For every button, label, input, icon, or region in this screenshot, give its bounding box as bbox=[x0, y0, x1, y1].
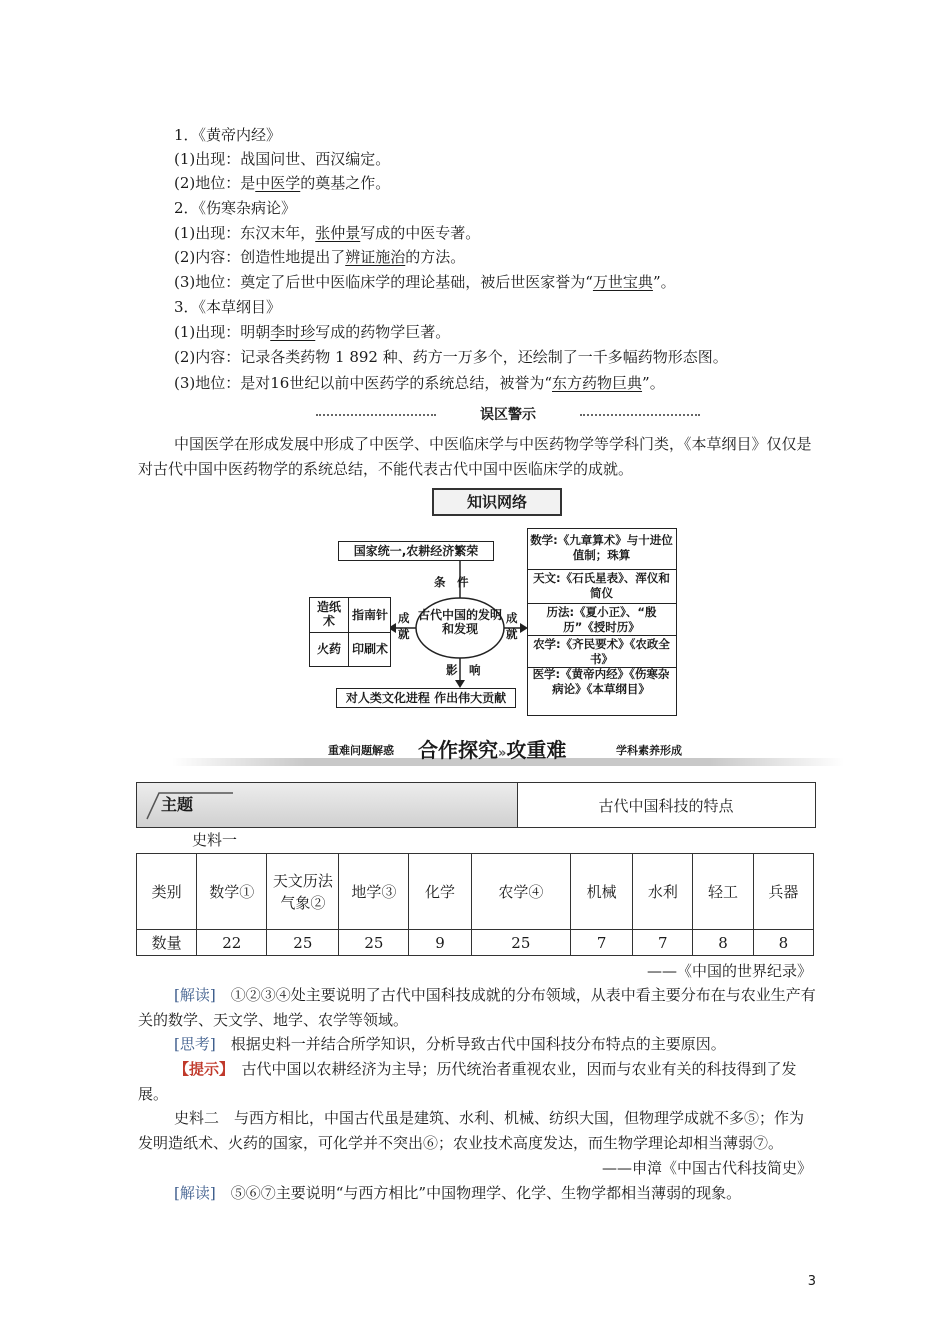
achievement-medicine: 医学:《黄帝内经》《伤寒杂病论》《本草纲目》 bbox=[532, 667, 670, 696]
invention-papermaking: 造纸术 bbox=[316, 600, 341, 628]
table-cell: 25 bbox=[267, 930, 339, 956]
text-line: (2)内容：记录各类药物 1 892 种、药方一万多个，还绘制了一千多幅药物形态图。 bbox=[174, 348, 728, 366]
text-line: (3)地位：奠定了后世中医临床学的理论基础，被后世医家誉为“万世宝典”。 bbox=[174, 273, 676, 291]
table-header-cell: 化学 bbox=[409, 854, 471, 930]
source1-table bbox=[136, 853, 814, 956]
page-number: 3 bbox=[807, 1274, 816, 1289]
table-header-cell: 类别 bbox=[137, 854, 197, 930]
achievement-calendar: 历法:《夏小正》、“殷历”《授时历》 bbox=[527, 603, 677, 636]
source2-interpret: [解读] ⑤⑥⑦主要说明“与西方相比”中国物理学、化学、生物学都相当薄弱的现象。 bbox=[174, 1184, 742, 1202]
table-header-cell: 地学③ bbox=[339, 854, 409, 930]
warning-text: 中国医学在形成发展中形成了中医学、中医临床学与中医药物学等学科门类，《本草纲目》仅仅是对古代中国中医药物学的系统总结，不能代表古代中国中医临床学的成就。 bbox=[138, 435, 812, 478]
table-cell: 7 bbox=[633, 930, 693, 956]
table-cell: 8 bbox=[753, 930, 813, 956]
influence-label: 影 响 bbox=[446, 663, 481, 677]
section-right-label: 学科素养形成 bbox=[616, 744, 682, 757]
table-header-cell: 农学④ bbox=[471, 854, 571, 930]
section-banner bbox=[172, 734, 844, 768]
table-cell: 9 bbox=[409, 930, 471, 956]
invention-printing: 印刷术 bbox=[351, 642, 388, 656]
section-title-huangdi: 1．《黄帝内经》 bbox=[174, 126, 282, 144]
section-title-shanghan: 2．《伤寒杂病论》 bbox=[174, 199, 297, 217]
condition-label: 条 件 bbox=[434, 575, 469, 589]
section-title-a: 合作探究 bbox=[418, 738, 498, 762]
text-line: (2)内容：创造性地提出了辨证施治的方法。 bbox=[174, 248, 466, 266]
table-header-cell: 机械 bbox=[571, 854, 633, 930]
table-cell: 25 bbox=[339, 930, 409, 956]
influence-box: 对人类文化进程 作出伟大贡献 bbox=[336, 688, 516, 708]
right-achievement-label: 成就 bbox=[506, 611, 518, 641]
section-title-b: 攻重难 bbox=[506, 738, 567, 762]
condition-box: 国家统一,农耕经济繁荣 bbox=[338, 541, 494, 561]
source2-paragraph: 史料二 与西方相比，中国古代虽是建筑、水利、机械、纺织大国，但物理学成就不多⑤；作为发明造纸术、火药的国家，可化学并不突出⑥；农业技术高度发达，而生物学理论却相当薄弱⑦。 bbox=[138, 1109, 805, 1152]
section-left-label: 重难问题解惑 bbox=[328, 744, 394, 757]
text-line: (2)地位：是中医学的奠基之作。 bbox=[174, 174, 391, 192]
text-line: (1)出现：战国问世、西汉编定。 bbox=[174, 150, 391, 168]
table-cell: 22 bbox=[197, 930, 267, 956]
warning-banner bbox=[312, 404, 704, 426]
table-header-cell: 兵器 bbox=[753, 854, 813, 930]
center-node: 古代中国的发明和发现 bbox=[418, 608, 503, 636]
table-header-cell: 轻工 bbox=[693, 854, 753, 930]
text-line: (1)出现：明朝李时珍写成的药物学巨著。 bbox=[174, 323, 451, 341]
invention-compass: 指南针 bbox=[351, 608, 388, 622]
topic-box bbox=[136, 782, 816, 828]
hint-paragraph: 【提示】 古代中国以农耕经济为主导；历代统治者重视农业，因而与农业有关的科技得到了发展。 bbox=[138, 1060, 797, 1103]
knowledge-network-banner: 知识网络 bbox=[432, 488, 562, 516]
table-cell: 数量 bbox=[137, 930, 197, 956]
left-achievement-label: 成就 bbox=[398, 611, 410, 641]
achievement-agriculture: 农学:《齐民要术》《农政全书》 bbox=[527, 635, 677, 668]
topic-title: 古代中国科技的特点 bbox=[598, 797, 734, 815]
table-header-cell: 水利 bbox=[633, 854, 693, 930]
table-cell: 25 bbox=[471, 930, 571, 956]
source1-citation: ——《中国的世界纪录》 bbox=[646, 962, 812, 980]
text-line: (3)地位：是对16世纪以前中医药学的系统总结，被誉为“东方药物巨典”。 bbox=[174, 374, 665, 392]
chevron-icon: » bbox=[498, 746, 507, 761]
source1-label: 史料一 bbox=[192, 831, 238, 849]
section-title-bencao: 3．《本草纲目》 bbox=[174, 298, 282, 316]
think-paragraph: [思考] 根据史料一并结合所学知识，分析导致古代中国科技分布特点的主要原因。 bbox=[174, 1035, 726, 1053]
achievement-astronomy: 天文:《石氏星表》、浑仪和简仪 bbox=[527, 569, 677, 604]
achievements-column bbox=[527, 528, 677, 716]
achievement-math: 数学:《九章算术》与十进位值制；珠算 bbox=[527, 529, 677, 570]
table-cell: 8 bbox=[693, 930, 753, 956]
table-header-cell: 数学① bbox=[197, 854, 267, 930]
table-cell: 7 bbox=[571, 930, 633, 956]
table-header-row bbox=[137, 854, 814, 930]
topic-label: 主题 bbox=[161, 795, 194, 814]
table-header-cell: 天文历法气象② bbox=[267, 854, 339, 930]
invention-gunpowder: 火药 bbox=[316, 642, 341, 656]
text-line: (1)出现：东汉末年，张仲景写成的中医专著。 bbox=[174, 224, 481, 242]
interpret-paragraph: [解读] ①②③④处主要说明了古代中国科技成就的分布领域，从表中看主要分布在与农业生产有关的数学、天文学、地学、农学等领域。 bbox=[138, 986, 816, 1029]
source2-citation: ——申漳《中国古代科技简史》 bbox=[601, 1159, 812, 1177]
table-row bbox=[137, 930, 814, 956]
warning-banner-label: 误区警示 bbox=[480, 407, 536, 423]
inventions-box bbox=[309, 597, 391, 667]
